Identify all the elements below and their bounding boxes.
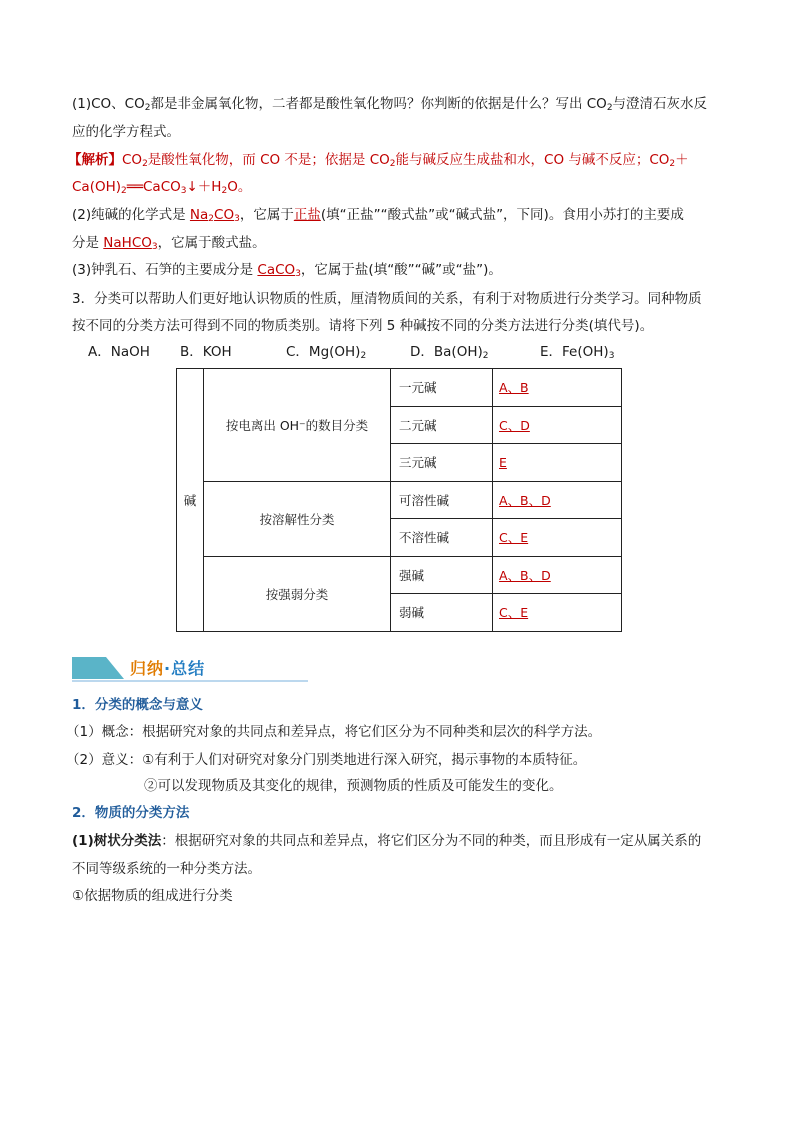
p3-line1: 3．分类可以帮助人们更好地认识物质的性质，厘清物质间的关系，有利于对物质进行分类学习。同种物质 — [72, 291, 702, 307]
row-answer: C、D — [493, 406, 622, 444]
p3-options — [88, 342, 614, 366]
banner-underline — [72, 680, 308, 682]
option-e: E．$Fe(OH)_3$ — [540, 344, 615, 361]
row-answer: C、E — [493, 519, 622, 557]
tree-method-line2: 不同等级系统的一种分类方法。 — [72, 861, 261, 877]
row-answer: A、B、D — [493, 556, 622, 594]
group-label-strength: 按强弱分类 — [204, 556, 391, 631]
row-type: 强碱 — [391, 556, 493, 594]
q2-line2: 分是 NaHCO$_3$，它属于酸式盐。 — [72, 235, 266, 252]
row-answer: E — [493, 444, 622, 482]
row-type: 弱碱 — [391, 594, 493, 632]
tree-method-line1: (1)树状分类法：根据研究对象的共同点和差异点，将它们区分为不同的种类，而且形成有一定从属关系的 — [72, 833, 702, 849]
q2-answer-formula: $Na_2CO_3$ — [189, 207, 240, 224]
summary-concept: （1）概念：根据研究对象的共同点和差异点，将它们区分为不同种类和层次的科学方法。 — [66, 724, 602, 740]
group-label-oh: 按电离出 OH⁻的数目分类 — [204, 369, 391, 482]
group-label-solubility: 按溶解性分类 — [204, 481, 391, 556]
composition-basis: ①依据物质的组成进行分类 — [72, 888, 233, 904]
summary-banner — [72, 655, 308, 683]
table-root: 碱 — [177, 369, 204, 632]
summary-heading-2: 2．物质的分类方法 — [72, 805, 190, 821]
banner-title: 归纳·总结 — [130, 659, 206, 678]
row-type: 一元碱 — [391, 369, 493, 407]
summary-heading-1: 1．分类的概念与意义 — [72, 697, 203, 713]
q3-answer: CaCO$_3$ — [257, 262, 301, 279]
row-type: 二元碱 — [391, 406, 493, 444]
q1-equation: $Ca(OH)_2══CaCO_3↓+H_2O$。 — [72, 179, 252, 196]
q2-line1: (2)纯碱的化学式是 $Na_2CO_3$，它属于正盐(填“正盐”“酸式盐”或“碱式盐”，下同)。食用小苏打的主要成 — [72, 207, 684, 224]
summary-meaning-1: （2）意义：①有利于人们对研究对象分门别类地进行深入研究，揭示事物的本质特征。 — [66, 752, 587, 768]
option-c: C．$Mg(OH)_2$ — [286, 344, 367, 361]
q1-line1: (1)CO、$CO_2$都是非金属氧化物，二者都是酸性氧化物吗？你判断的依据是什么？写出 $CO_2$与澄清石灰水反 — [72, 96, 708, 113]
row-type: 不溶性碱 — [391, 519, 493, 557]
p3-line2: 按不同的分类方法可得到不同的物质类别。请将下列 5 种碱按不同的分类方法进行分类(填代号)。 — [72, 318, 654, 334]
option-a: A．NaOH — [88, 344, 150, 360]
row-answer: A、B — [493, 369, 622, 407]
q1-line2: 应的化学方程式。 — [72, 124, 180, 140]
q3-line: (3)钟乳石、石笋的主要成分是 CaCO$_3$，它属于盐(填“酸”“碱”或“盐”)。 — [72, 262, 502, 279]
option-b: B．KOH — [180, 344, 232, 360]
option-d: D．$Ba(OH)_2$ — [410, 344, 489, 361]
row-answer: C、E — [493, 594, 622, 632]
banner-arrow-icon — [72, 655, 132, 681]
row-type: 可溶性碱 — [391, 481, 493, 519]
row-answer: A、B、D — [493, 481, 622, 519]
q2-answer-nahco3: NaHCO$_3$ — [103, 235, 158, 252]
row-type: 三元碱 — [391, 444, 493, 482]
q2-answer-type: 正盐 — [293, 207, 321, 223]
q1-analysis: 【解析】$CO_2$是酸性氧化物，而 CO 不是；依据是 $CO_2$能与碱反应生成盐和水，CO 与碱不反应；$CO_2+$ — [68, 152, 689, 169]
classification-table — [176, 368, 622, 632]
summary-meaning-2: ②可以发现物质及其变化的规律，预测物质的性质及可能发生的变化。 — [144, 778, 563, 794]
